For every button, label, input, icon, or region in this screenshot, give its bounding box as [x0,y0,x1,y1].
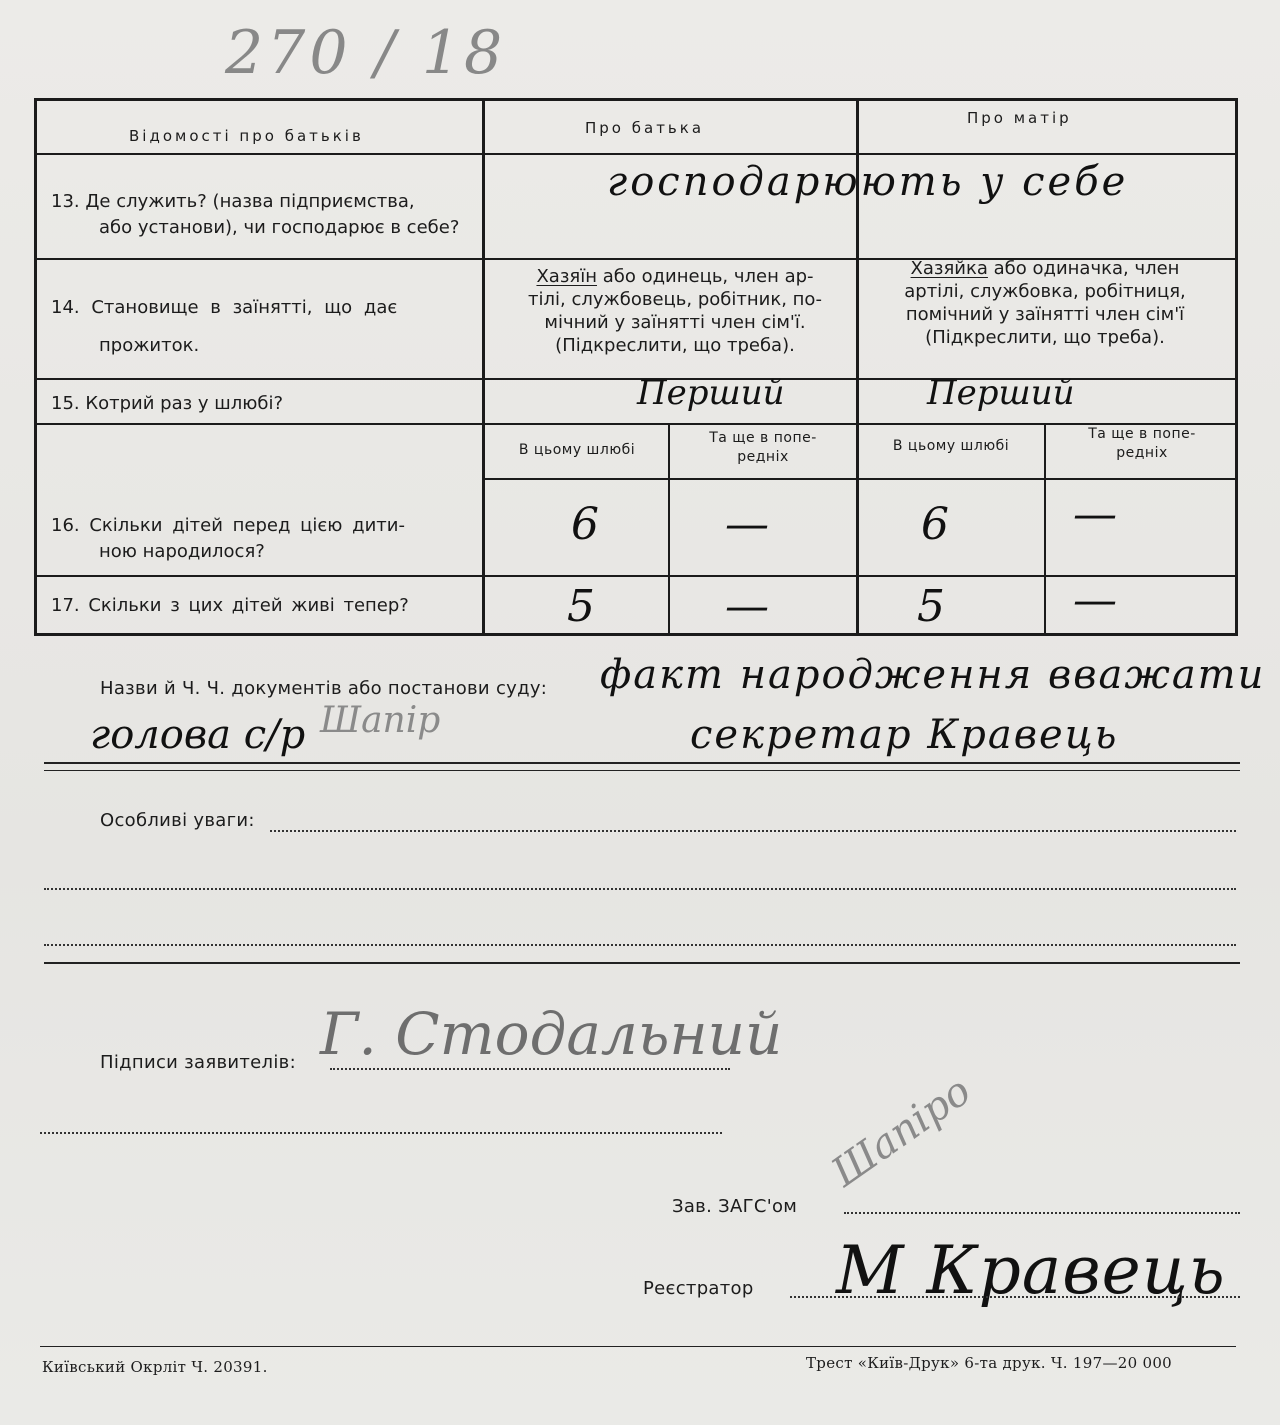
father-owner-underlined: Хазяїн [536,266,597,287]
row15-father: Перший [637,373,785,413]
header-info-col: Відомості про батьків [129,127,364,145]
documents-line-1 [44,762,1240,764]
documents-chair-signature: Шапір [320,700,441,741]
row17-mother-this: 5 [917,581,945,632]
row14-label: 14. Становище в заїнятті, що дає прожиток. [51,297,398,356]
row17-father-prev: — [725,581,769,632]
row16-father-prev: — [725,499,769,550]
subheader-father-this: В цьому шлюбі [518,442,636,458]
header-mother-col: Про матір [967,109,1072,127]
documents-handwritten-line1: факт народження вважати [600,652,1266,698]
row17-father-this: 5 [567,581,595,632]
documents-label: Назви й Ч. Ч. документів або постанови суду: [100,678,548,699]
row15-mother: Перший [927,373,1075,413]
row14-father-occupation: Хазяїн або одинець, член ар- тілі, службовець, робітник, по- мічний у заїнятті член сім'ї. (Підкреслити, що треба). [528,266,822,356]
header-father-col: Про батька [585,119,705,137]
remarks-line-3 [44,944,1236,946]
zags-head-signature: Шапіро [823,1067,980,1196]
row13-label: 13. Де служить? (назва підприємства, або установи), чи господарює в себе? [51,191,460,238]
documents-chair-title: голова с/р [90,712,306,758]
documents-line-2 [44,770,1240,771]
mother-owner-underlined: Хазяйка [910,258,988,279]
applicants-line-2 [40,1132,722,1134]
row16-father-this: 6 [571,499,599,550]
remarks-divider [44,962,1240,964]
parents-info-table [34,98,1238,636]
row13-answer: господарюють у себе [607,159,1129,205]
footer-left: Київський Окрліт Ч. 20391. [42,1358,268,1376]
zags-head-label: Зав. ЗАГС'ом [672,1196,798,1217]
row16-mother-this: 6 [921,499,949,550]
zags-head-line [844,1212,1240,1214]
remarks-line-2 [44,888,1236,890]
registrar-signature: М Кравець [836,1232,1226,1309]
subheader-father-prev: Та ще в попе- редніх [709,430,817,465]
archive-number: 270 / 18 [225,18,507,88]
remarks-label: Особливі уваги: [100,810,255,831]
row15-label: 15. Котрий раз у шлюбі? [51,393,284,414]
footer-divider [40,1346,1236,1347]
footer-right: Трест «Київ-Друк» 6-та друк. Ч. 197—20 000 [806,1354,1173,1372]
row16-label: 16. Скільки дітей перед цією дити- ною народилося? [51,515,405,562]
documents-secretary: секретар Кравець [690,712,1119,758]
row14-mother-occupation: Хазяйка або одиначка, член артілі, службовка, робітниця, помічний у заїнятті член сім'ї (Підкреслити, що треба). [904,258,1186,348]
subheader-mother-this: В цьому шлюбі [892,438,1010,454]
registrar-line [790,1296,1240,1298]
remarks-line-1 [270,830,1236,832]
subheader-mother-prev: Та ще в попе- редніх [1088,426,1196,461]
applicants-signature: Г. Стодальний [320,1000,783,1068]
row17-label: 17. Скільки з цих дітей живі тепер? [51,595,409,616]
row16-mother-prev: — [1073,489,1117,540]
row17-mother-prev: — [1073,575,1117,626]
applicants-label: Підписи заявителів: [100,1052,296,1073]
applicants-line-1 [330,1068,730,1070]
registrar-label: Реєстратор [643,1278,754,1299]
